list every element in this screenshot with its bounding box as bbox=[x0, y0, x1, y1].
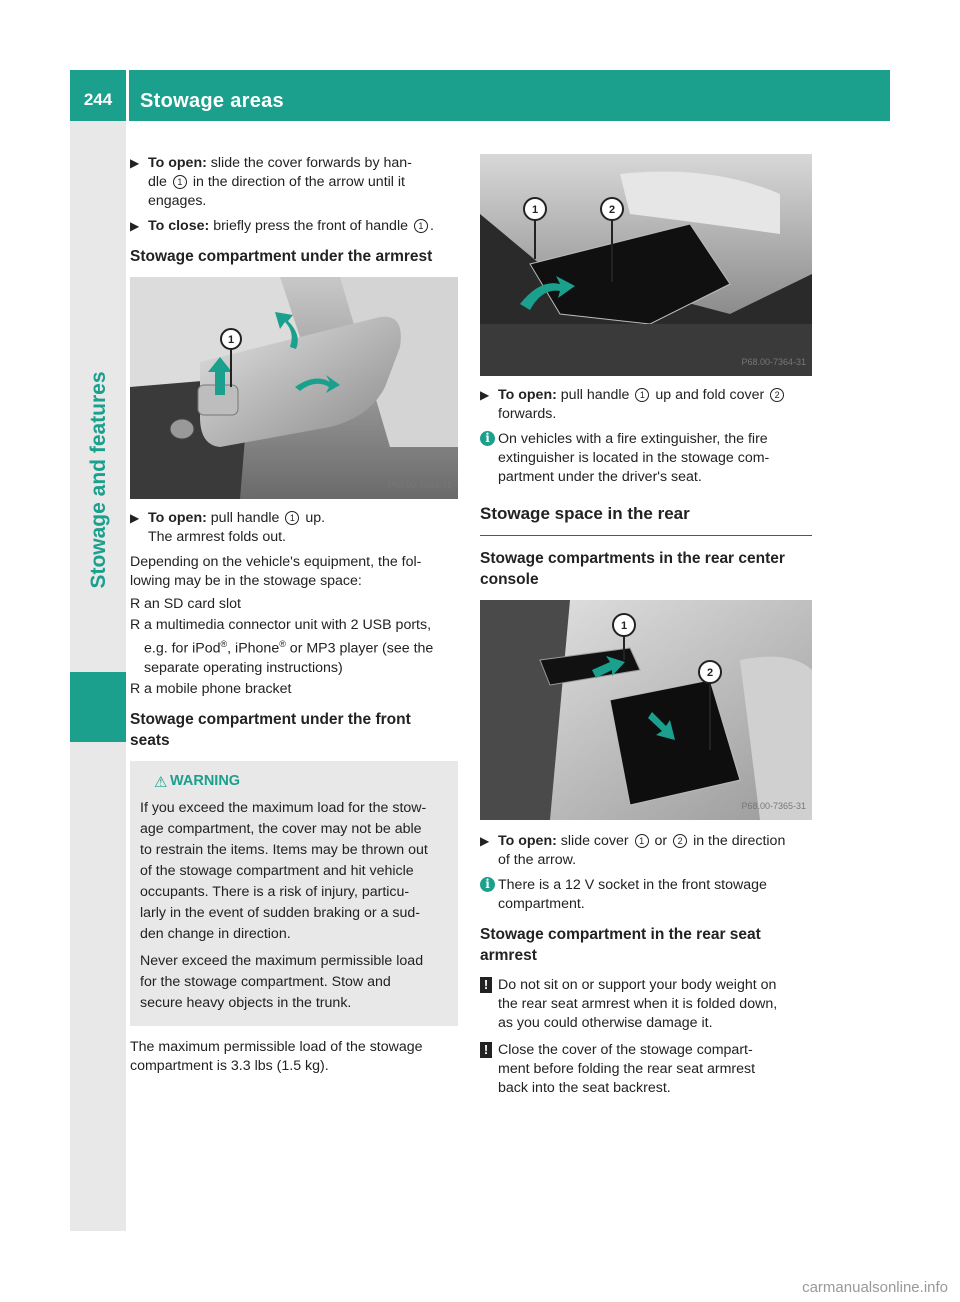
console-photo bbox=[480, 600, 812, 820]
svg-text:1: 1 bbox=[531, 204, 539, 216]
arrow-right-icon: ▶ bbox=[130, 511, 140, 525]
section-label: Stowage and features bbox=[87, 371, 110, 589]
heading-rear: Stowage space in the rear bbox=[480, 504, 690, 523]
svg-text:2: 2 bbox=[608, 204, 616, 216]
page-title: Stowage areas bbox=[140, 90, 284, 112]
step-open-seat-cover: ▶ To open: pull handle 1 up and fold cover 2 forwards. bbox=[480, 386, 812, 424]
bullet-phone-bracket: R a mobile phone bracket bbox=[130, 680, 292, 697]
watermark: carmanualsonline.info bbox=[802, 1279, 948, 1296]
left-column bbox=[130, 154, 458, 1076]
ref-2-icon: 2 bbox=[770, 388, 784, 402]
step-to-close-cover: ▶ To close: briefly press the front of handle 1 . bbox=[130, 218, 434, 234]
info-icon: i bbox=[480, 431, 495, 446]
right-column bbox=[480, 154, 812, 1106]
ref-1-icon: 1 bbox=[635, 834, 649, 848]
photo-code: P68.00-7365-31 bbox=[741, 801, 806, 811]
header-divider bbox=[126, 70, 129, 121]
step-open-console: ▶ To open: slide cover 1 or 2 in the direction of the arrow. bbox=[480, 833, 786, 868]
ref-1-icon: 1 bbox=[635, 388, 649, 402]
heading-rear-armrest: Stowage compartment in the rear seat armrest bbox=[480, 926, 761, 964]
bullet-multimedia: R a multimedia connector unit with 2 USB ports, e.g. for iPod®, iPhone® or MP3 player (see the separate operating instructions) bbox=[130, 617, 434, 676]
svg-text:1: 1 bbox=[227, 334, 235, 346]
info-icon: i bbox=[480, 877, 495, 892]
heading-rule bbox=[480, 535, 812, 536]
exclamation-icon: ! bbox=[480, 1042, 492, 1058]
arrow-right-icon: ▶ bbox=[130, 219, 140, 233]
page-number: 244 bbox=[83, 90, 113, 109]
info-socket: i There is a 12 V socket in the front stowage compartment. bbox=[480, 876, 812, 914]
ref-1-icon: 1 bbox=[173, 175, 187, 189]
photo-code: P68.00-7364-31 bbox=[741, 357, 806, 367]
ref-2-icon: 2 bbox=[673, 834, 687, 848]
warning-paragraph-1: If you exceed the maximum load for the stow- age compartment, the cover may not be able to restrain the items. Items may be thrown out of the stowage compartment and hit vehicle occupants. There is a risk of injury, particu- larly in the event of sudden braking or a sud- den change in direction. bbox=[140, 799, 428, 942]
warning-paragraph-2: Never exceed the maximum permissible load for the stowage compartment. Stow and secure heavy objects in the trunk. bbox=[140, 952, 424, 1011]
arrow-right-icon: ▶ bbox=[130, 156, 140, 170]
svg-text:2: 2 bbox=[706, 667, 714, 679]
ref-1-icon: 1 bbox=[414, 219, 428, 233]
equipment-intro: Depending on the vehicle's equipment, the fol- lowing may be in the stowage space: bbox=[130, 554, 422, 589]
heading-rear-console: Stowage compartments in the rear center console bbox=[480, 550, 785, 588]
heading-armrest: Stowage compartment under the armrest bbox=[130, 248, 433, 265]
info-extinguisher: i On vehicles with a fire extinguisher, the fire extinguisher is located in the stowage com- partment under the driver's seat. bbox=[480, 430, 812, 487]
max-load-text: The maximum permissible load of the stowage compartment is 3.3 lbs (1.5 kg). bbox=[130, 1038, 423, 1074]
bullet-sd-card: R an SD card slot bbox=[130, 596, 241, 612]
warning-title: ⚠ WARNING bbox=[154, 772, 241, 791]
seat-photo bbox=[480, 154, 812, 376]
warning-box bbox=[130, 761, 458, 1026]
arrow-right-icon: ▶ bbox=[480, 388, 490, 402]
heading-front-seats: Stowage compartment under the front seats bbox=[130, 710, 411, 749]
ref-1-icon: 1 bbox=[285, 511, 299, 525]
section-tab bbox=[70, 672, 126, 742]
exclamation-icon: ! bbox=[480, 977, 492, 993]
caution-sit: ! Do not sit on or support your body weight on the rear seat armrest when it is folded down, as you could otherwise damage it. bbox=[480, 976, 812, 1033]
svg-text:1: 1 bbox=[620, 620, 628, 632]
step-to-open-cover: ▶ To open: slide the cover forwards by han- dle 1 in the direction of the arrow until it engages. bbox=[130, 155, 412, 209]
warning-triangle-icon: ⚠ bbox=[154, 773, 168, 791]
caution-close-cover: ! Close the cover of the stowage compart- ment before folding the rear seat armrest back into the seat backrest. bbox=[480, 1041, 812, 1098]
photo-code: P68.00-7363-31 bbox=[387, 480, 452, 490]
step-open-armrest: ▶ To open: pull handle 1 up. The armrest folds out. bbox=[130, 510, 326, 545]
arrow-right-icon: ▶ bbox=[480, 834, 490, 848]
armrest-photo bbox=[130, 277, 458, 499]
